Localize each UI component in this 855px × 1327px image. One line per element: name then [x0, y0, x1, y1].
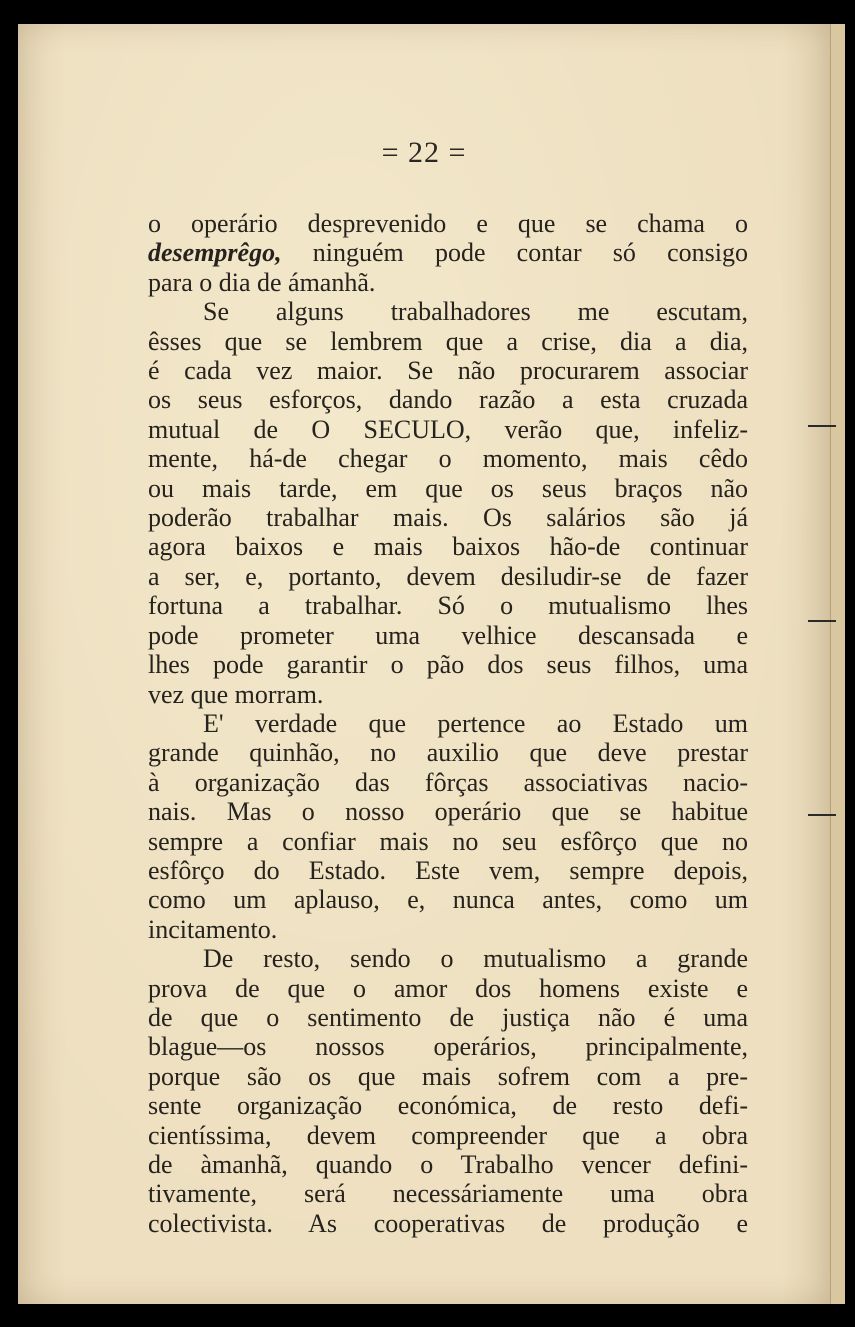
text-segment: esfôrço do Estado. Este vem, sempre depois,: [148, 855, 748, 885]
text-segment: grande quinhão, no auxilio que deve prestar: [148, 738, 748, 768]
text-segment: a ser, e, portanto, devem desiludir-se de fazer: [148, 561, 748, 591]
text-line: [148, 709, 748, 738]
text-segment: pode prometer uma velhice descansada e: [148, 620, 748, 650]
margin-tick: [808, 814, 836, 816]
text-segment: fortuna a trabalhar. Só o mutualismo lhes: [148, 591, 748, 621]
text-segment: nais. Mas o nosso operário que se habitue: [148, 797, 748, 827]
text-line: [148, 944, 748, 973]
text-segment: como um aplauso, e, nunca antes, como um: [148, 885, 748, 915]
text-segment: sente organização económica, de resto defi-: [148, 1091, 748, 1121]
text-segment: colectivista. As cooperativas de produção e: [148, 1208, 748, 1238]
text-line: [148, 974, 748, 1003]
text-line: [148, 1091, 748, 1120]
text-line: [148, 385, 748, 414]
text-segment: Se alguns trabalhadores me escutam,: [203, 297, 748, 327]
margin-tick: [808, 425, 836, 427]
text-segment: tivamente, será necessáriamente uma obra: [148, 1179, 748, 1209]
text-segment: êsses que se lembrem que a crise, dia a dia,: [148, 326, 748, 356]
text-segment: porque são os que mais sofrem com a pre-: [148, 1061, 748, 1091]
text-line: [148, 797, 748, 826]
text-segment: E' verdade que pertence ao Estado um: [203, 708, 748, 738]
text-line: [148, 238, 748, 267]
text-line: [148, 885, 748, 914]
text-segment: ou mais tarde, em que os seus braços não: [148, 473, 748, 503]
text-segment: prova de que o amor dos homens existe e: [148, 973, 748, 1003]
margin-tick: [808, 620, 836, 622]
text-line: [148, 356, 748, 385]
text-line: [148, 915, 748, 944]
text-line: [148, 209, 748, 238]
text-line: [148, 738, 748, 767]
text-line: [148, 474, 748, 503]
text-segment: De resto, sendo o mutualismo a grande: [203, 944, 748, 974]
text-line: [148, 650, 748, 679]
text-line: [148, 768, 748, 797]
text-line: [148, 297, 748, 326]
text-segment: mente, há-de chegar o momento, mais cêdo: [148, 444, 748, 474]
text-segment: os seus esforços, dando razão a esta cruzada: [148, 385, 748, 415]
text-segment: mutual de O SECULO, verão que, infeliz-: [148, 414, 748, 444]
text-line: [148, 444, 748, 473]
page-edge: [830, 24, 845, 1304]
text-segment: de que o sentimento de justiça não é uma: [148, 1002, 748, 1032]
text-line: [148, 827, 748, 856]
text-line: [148, 1003, 748, 1032]
text-segment: cientíssima, devem compreender que a obra: [148, 1120, 748, 1150]
text-segment: agora baixos e mais baixos hão-de continuar: [148, 532, 748, 562]
text-line: [148, 503, 748, 532]
text-segment: poderão trabalhar mais. Os salários são já: [148, 503, 748, 533]
text-segment: sempre a confiar mais no seu esfôrço que no: [148, 826, 748, 856]
text-segment: blague—os nossos operários, principalmente,: [148, 1032, 748, 1062]
body-text: [148, 209, 748, 1238]
text-line: [148, 1121, 748, 1150]
emphasized-word: desemprêgo,: [148, 238, 282, 268]
book-page: [18, 24, 830, 1304]
text-segment: lhes pode garantir o pão dos seus filhos, uma: [148, 650, 748, 680]
text-line: [148, 1150, 748, 1179]
text-segment: é cada vez maior. Se não procurarem associar: [148, 356, 748, 386]
text-line: [148, 268, 748, 297]
text-line: [148, 1209, 748, 1238]
text-line: [148, 621, 748, 650]
page-number: = 22 =: [381, 136, 467, 169]
text-segment: à organização das fôrças associativas nacio-: [148, 767, 748, 797]
text-line: [148, 680, 748, 709]
text-line: [148, 562, 748, 591]
text-line: [148, 591, 748, 620]
text-line: [148, 327, 748, 356]
text-line: [148, 1032, 748, 1061]
text-line: [148, 1062, 748, 1091]
text-segment: de àmanhã, quando o Trabalho vencer defini-: [148, 1150, 748, 1179]
text-segment: para o dia de ámanhã.: [148, 267, 376, 297]
text-segment: incitamento.: [148, 914, 278, 944]
text-line: [148, 532, 748, 561]
text-segment: vez que morram.: [148, 679, 324, 709]
text-segment: ninguém pode contar só consigo: [281, 238, 748, 268]
text-line: [148, 415, 748, 444]
text-line: [148, 1179, 748, 1208]
text-segment: o operário desprevenido e que se chama o: [148, 209, 748, 238]
text-line: [148, 856, 748, 885]
